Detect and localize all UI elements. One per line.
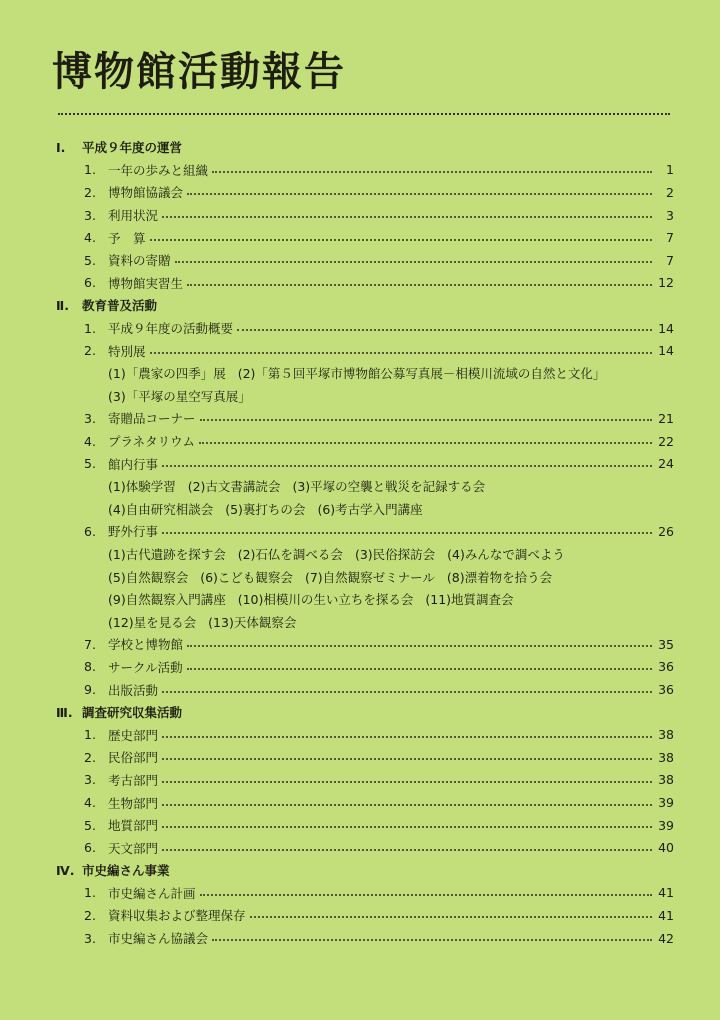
entry-number: 3. [84,930,96,946]
entry-page: 39 [658,795,674,811]
entry-number: 5. [84,817,96,833]
entry-label: 博物館協議会 [108,185,184,201]
entry-number: 2. [84,907,96,923]
entry-number: 3. [84,207,96,223]
toc-entry [56,814,674,837]
entry-label: 利用状況 [108,208,159,224]
dot-leader [162,849,652,851]
entry-label: 特別展 [108,343,146,359]
section-number: Ⅳ. [56,862,75,878]
sub-entry-line [56,498,674,521]
entry-number: 3. [84,772,96,788]
entry-page: 36 [658,682,674,698]
dot-leader [162,758,652,760]
sub-entry: (5)自然観察会 [108,569,189,585]
entry-number: 7. [84,636,96,652]
entry-number: 1. [84,320,96,336]
entry-number: 3. [84,410,96,426]
toc-entry [56,430,674,453]
entry-label: 博物館実習生 [108,275,184,291]
dot-leader [187,193,652,195]
dot-leader [162,532,652,534]
toc-entry [56,656,674,679]
dot-leader [162,465,652,467]
entry-page: 41 [658,885,674,901]
entry-number: 6. [84,840,96,856]
sub-entry: (3)平塚の空襲と戦災を記録する会 [292,479,486,495]
entry-page: 39 [658,817,674,833]
sub-entry-line [56,362,674,385]
entry-page: 38 [658,772,674,788]
sub-entry: (11)地質調査会 [425,592,514,608]
dot-leader [187,645,652,647]
page-title: 博物館活動報告 [52,49,346,95]
dot-leader [162,736,652,738]
dot-leader [250,916,652,918]
entry-label: 資料の寄贈 [108,253,171,269]
entry-page: 36 [658,659,674,675]
sub-entry-line [56,610,674,633]
entry-page: 22 [658,433,674,449]
toc-entry [56,723,674,746]
sub-entry: (10)相模川の生い立ちを探る会 [237,592,414,608]
toc-entry [56,882,674,905]
entry-page: 14 [658,343,674,359]
entry-page: 42 [658,930,674,946]
entry-page: 24 [658,456,674,472]
entry-label: 地質部門 [108,818,159,834]
sub-entry-line [56,588,674,611]
entry-label: 予 算 [108,230,146,246]
dot-leader [162,781,652,783]
entry-label: 一年の歩みと組織 [108,162,209,178]
dot-leader [212,939,652,941]
dot-leader [199,442,652,444]
section-heading [56,294,674,317]
entry-page: 35 [658,636,674,652]
entry-label: 市史編さん協議会 [108,931,209,947]
toc-entry [56,836,674,859]
entry-number: 1. [84,885,96,901]
sub-entry: (13)天体観察会 [208,614,297,630]
entry-page: 1 [666,162,674,178]
sub-entry: (2)「第５回平塚市博物館公募写真展－相模川流域の自然と文化」 [237,366,606,382]
entry-number: 5. [84,456,96,472]
entry-label: 天文部門 [108,840,159,856]
sub-entry: (4)みんなで調べよう [447,546,565,562]
entry-label: 出版活動 [108,682,159,698]
title-divider [58,113,670,115]
entry-number: 6. [84,275,96,291]
entry-page: 41 [658,907,674,923]
entry-page: 12 [658,275,674,291]
sub-entry: (1)体験学習 [108,479,176,495]
entry-label: 学校と博物館 [108,637,184,653]
entry-number: 9. [84,682,96,698]
dot-leader [237,329,652,331]
toc-entry [56,746,674,769]
entry-page: 14 [658,320,674,336]
sub-entry-line [56,385,674,408]
toc-entry [56,181,674,204]
entry-number: 2. [84,184,96,200]
section-title: 平成９年度の運営 [82,140,183,156]
dot-leader [200,419,652,421]
dot-leader [175,261,652,263]
entry-label: 市史編さん計画 [108,885,196,901]
entry-number: 4. [84,433,96,449]
table-of-contents [56,136,674,949]
entry-label: 歴史部門 [108,727,159,743]
section-heading [56,859,674,882]
section-number: Ⅲ. [56,704,73,720]
entry-number: 4. [84,230,96,246]
entry-label: 考古部門 [108,772,159,788]
dot-leader [200,894,652,896]
entry-number: 2. [84,749,96,765]
dot-leader [150,352,652,354]
entry-page: 2 [666,184,674,200]
toc-entry [56,769,674,792]
sub-entry: (8)漂着物を拾う会 [446,569,553,585]
entry-label: 生物部門 [108,795,159,811]
sub-entry: (6)考古学入門講座 [317,501,423,517]
sub-entry: (6)こども観察会 [200,569,293,585]
toc-entry [56,159,674,182]
toc-entry [56,226,674,249]
sub-entry: (7)自然観察ゼミナール [304,569,435,585]
toc-entry [56,249,674,272]
toc-entry [56,633,674,656]
toc-entry [56,904,674,927]
dot-leader [162,804,652,806]
sub-entry: (5)裏打ちの会 [225,501,306,517]
entry-number: 5. [84,252,96,268]
sub-entry: (4)自由研究相談会 [108,501,214,517]
toc-entry [56,927,674,950]
section-title: 調査研究収集活動 [82,705,183,721]
entry-label: サークル活動 [108,659,183,675]
entry-page: 38 [658,727,674,743]
section-title: 教育普及活動 [82,298,158,314]
sub-entry: (2)石仏を調べる会 [237,546,343,562]
entry-label: 寄贈品コーナー [108,411,196,427]
toc-entry [56,791,674,814]
dot-leader [212,171,652,173]
toc-entry [56,678,674,701]
entry-number: 8. [84,659,96,675]
dot-leader [187,668,652,670]
entry-number: 1. [84,727,96,743]
sub-entry-line [56,475,674,498]
dot-leader [150,239,652,241]
toc-entry [56,520,674,543]
section-number: Ⅱ. [56,297,69,313]
entry-label: 民俗部門 [108,750,159,766]
sub-entry-line [56,565,674,588]
toc-entry [56,317,674,340]
section-title: 市史編さん事業 [82,863,170,879]
entry-number: 2. [84,343,96,359]
dot-leader [162,216,652,218]
entry-number: 4. [84,795,96,811]
sub-entry: (12)星を見る会 [108,614,197,630]
sub-entry-line [56,543,674,566]
sub-entry: (3)民俗探訪会 [354,546,436,562]
entry-label: 野外行事 [108,524,159,540]
sub-entry: (1)古代遺跡を探す会 [108,546,226,562]
toc-entry [56,204,674,227]
entry-page: 26 [658,523,674,539]
sub-entry: (9)自然観察入門講座 [108,592,226,608]
entry-page: 40 [658,840,674,856]
entry-number: 1. [84,162,96,178]
dot-leader [162,691,652,693]
dot-leader [162,826,652,828]
toc-entry [56,452,674,475]
entry-page: 7 [666,230,674,246]
entry-page: 21 [658,410,674,426]
entry-label: 資料収集および整理保存 [108,908,246,924]
entry-page: 3 [666,207,674,223]
section-heading [56,701,674,724]
entry-page: 7 [666,252,674,268]
toc-entry [56,339,674,362]
dot-leader [187,284,652,286]
entry-label: 館内行事 [108,456,159,472]
toc-entry [56,407,674,430]
entry-label: プラネタリウム [108,434,196,450]
entry-page: 38 [658,749,674,765]
toc-entry [56,272,674,295]
section-number: Ⅰ. [56,139,66,155]
sub-entry: (1)「農家の四季」展 [108,366,226,382]
sub-entry: (2)古文書講読会 [187,479,281,495]
entry-label: 平成９年度の活動概要 [108,321,234,337]
section-heading [56,136,674,159]
sub-entry: (3)「平塚の星空写真展」 [108,388,251,404]
entry-number: 6. [84,523,96,539]
